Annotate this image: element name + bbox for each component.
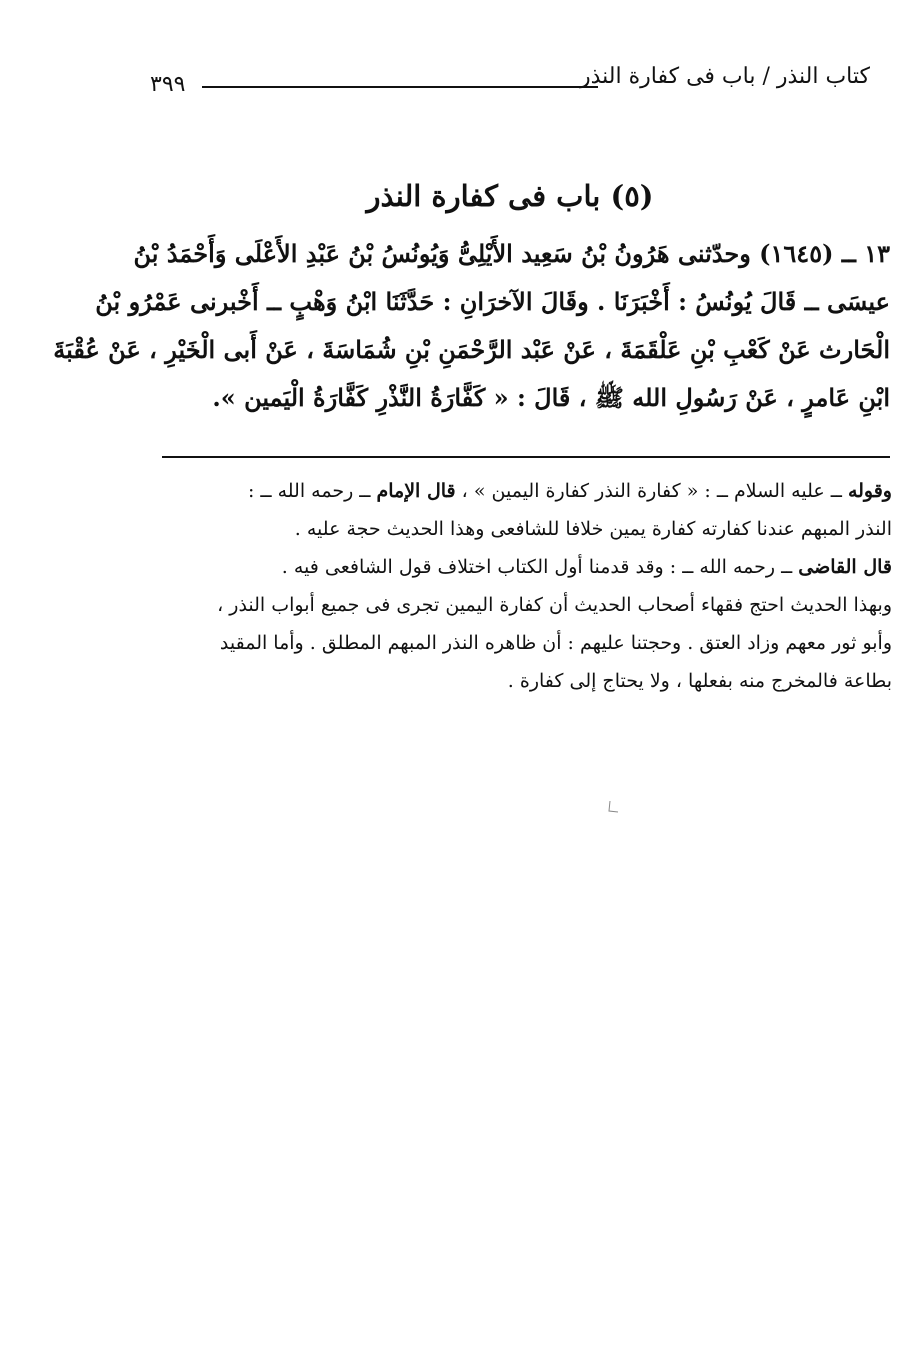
hadith-line: عيسَى ــ قَالَ يُونُسُ : أَخْبَرَنَا . وقَالَ الآخرَانِ : حَدَّثَنَا ابْنُ وَهْبٍ ــ أَخْبرنى عَمْرُو بْنُ xyxy=(95,287,890,316)
hadith-line: ١٣ ــ (١٦٤٥) وحدّثنى هَرُونُ بْنُ سَعِيد الأَيْلِىُّ وَيُونُسُ بْنُ عَبْدِ الأَعْلَى وَأَحْمَدُ بْنُ xyxy=(133,239,890,268)
commentary-run: قال الإمام xyxy=(376,480,456,502)
commentary-run: ــ رحمه الله ــ : xyxy=(247,480,377,502)
commentary-line xyxy=(160,624,892,662)
commentary-text xyxy=(160,472,892,700)
page-number: ٣٩٩ xyxy=(150,72,186,97)
commentary-line xyxy=(160,662,892,700)
commentary-line xyxy=(160,472,892,510)
commentary-line xyxy=(160,510,892,548)
commentary-run: ــ رحمه الله ــ : وقد قدمنا أول الكتاب اختلاف قول الشافعى فيه . xyxy=(281,556,799,578)
commentary-run: ــ عليه السلام ــ : « كفارة النذر كفارة اليمين » ، xyxy=(455,480,848,502)
hadith-text xyxy=(53,230,890,422)
commentary-line xyxy=(160,586,892,624)
commentary-run: وقوله xyxy=(847,480,892,502)
commentary-line xyxy=(160,548,892,586)
commentary-run: وأبو ثور معهم وزاد العتق . وحجتنا عليهم : أن ظاهره النذر المبهم المطلق . وأما المقيد xyxy=(219,632,892,654)
header-rule xyxy=(202,86,598,88)
commentary-run: النذر المبهم عندنا كفارته كفارة يمين خلافا للشافعى وهذا الحديث حجة عليه . xyxy=(294,518,892,540)
hadith-line: ابْنِ عَامرٍ ، عَنْ رَسُولِ الله ﷺ ، قَالَ : « كَفَّارَةُ النَّذْرِ كَفَّارَةُ الْيَمين ». xyxy=(212,383,890,412)
running-title: كتاب النذر / باب فى كفارة النذر xyxy=(580,64,870,89)
chapter-heading: (٥) باب فى كفارة النذر xyxy=(366,179,654,213)
commentary-run: بطاعة فالمخرج منه بفعلها ، ولا يحتاج إلى كفارة . xyxy=(507,670,892,692)
scan-speck xyxy=(604,800,620,814)
commentary-run: وبهذا الحديث احتج فقهاء أصحاب الحديث أن كفارة اليمين تجرى فى جميع أبواب النذر ، xyxy=(217,594,892,616)
running-header xyxy=(150,62,870,96)
section-separator xyxy=(162,456,890,458)
hadith-line: الْحَارث عَنْ كَعْبِ بْنِ عَلْقَمَةَ ، عَنْ عَبْد الرَّحْمَنِ بْنِ شُمَاسَةَ ، عَنْ أَبى الْخَيْرِ ، عَنْ عُقْبَةَ xyxy=(53,335,890,364)
commentary-run: قال القاضى xyxy=(798,556,892,578)
